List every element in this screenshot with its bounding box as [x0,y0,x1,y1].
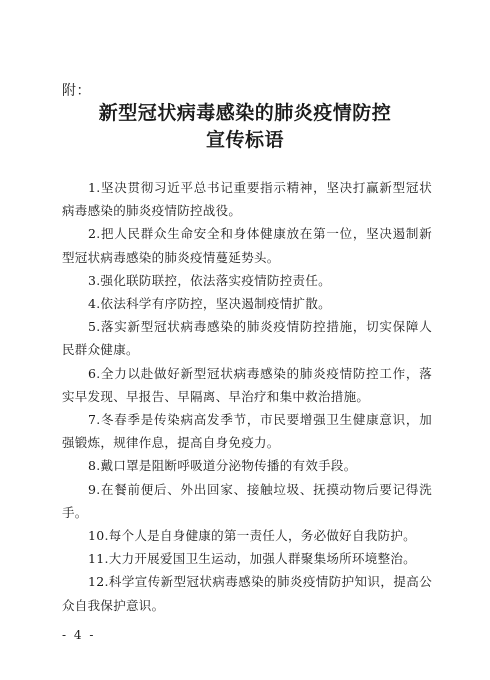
slogan-item: 3.强化联防联控，依法落实疫情防控责任。 [88,272,331,288]
slogan-item: 7.冬春季是传染病高发季节，市民要增强卫生健康意识，加强锻炼，规律作息，提高自身免疫力。 [62,412,432,451]
slogan-item: 12.科学宣传新型冠状病毒感染的肺炎疫情防护知识，提高公众自我保护意识。 [62,574,432,613]
slogan-item: 11.大力开展爱国卫生运动，加强人群聚集场所环境整治。 [88,551,416,567]
slogan-item: 8.戴口罩是阻断呼吸道分泌物传播的有效手段。 [88,458,357,474]
page-title: 新型冠状病毒感染的肺炎疫情防控 [98,102,392,124]
annex-label: 附： [62,83,91,99]
slogan-item: 9.在餐前便后、外出回家、接触垃圾、抚摸动物后要记得洗手。 [62,481,432,520]
slogan-item: 4.依法科学有序防控，坚决遏制疫情扩散。 [88,296,331,312]
slogan-item: 10.每个人是自身健康的第一责任人，务必做好自我防护。 [88,528,416,544]
slogan-item: 6.全力以赴做好新型冠状病毒感染的肺炎疫情防控工作，落实早发现、早报告、早隔离、早治疗和集中救治措施。 [62,365,432,404]
page-title-line2: 宣传标语 [205,129,284,151]
slogan-item: 2.把人民群众生命安全和身体健康放在第一位，坚决遏制新型冠状病毒感染的肺炎疫情蔓延势头。 [62,226,432,265]
slogan-item: 5.落实新型冠状病毒感染的肺炎疫情防控措施，切实保障人民群众健康。 [62,319,432,358]
slogan-list [62,176,432,617]
page-number: - 4 - [62,628,96,642]
slogan-item: 1.坚决贯彻习近平总书记重要指示精神，坚决打赢新型冠状病毒感染的肺炎疫情防控战役。 [62,180,432,219]
